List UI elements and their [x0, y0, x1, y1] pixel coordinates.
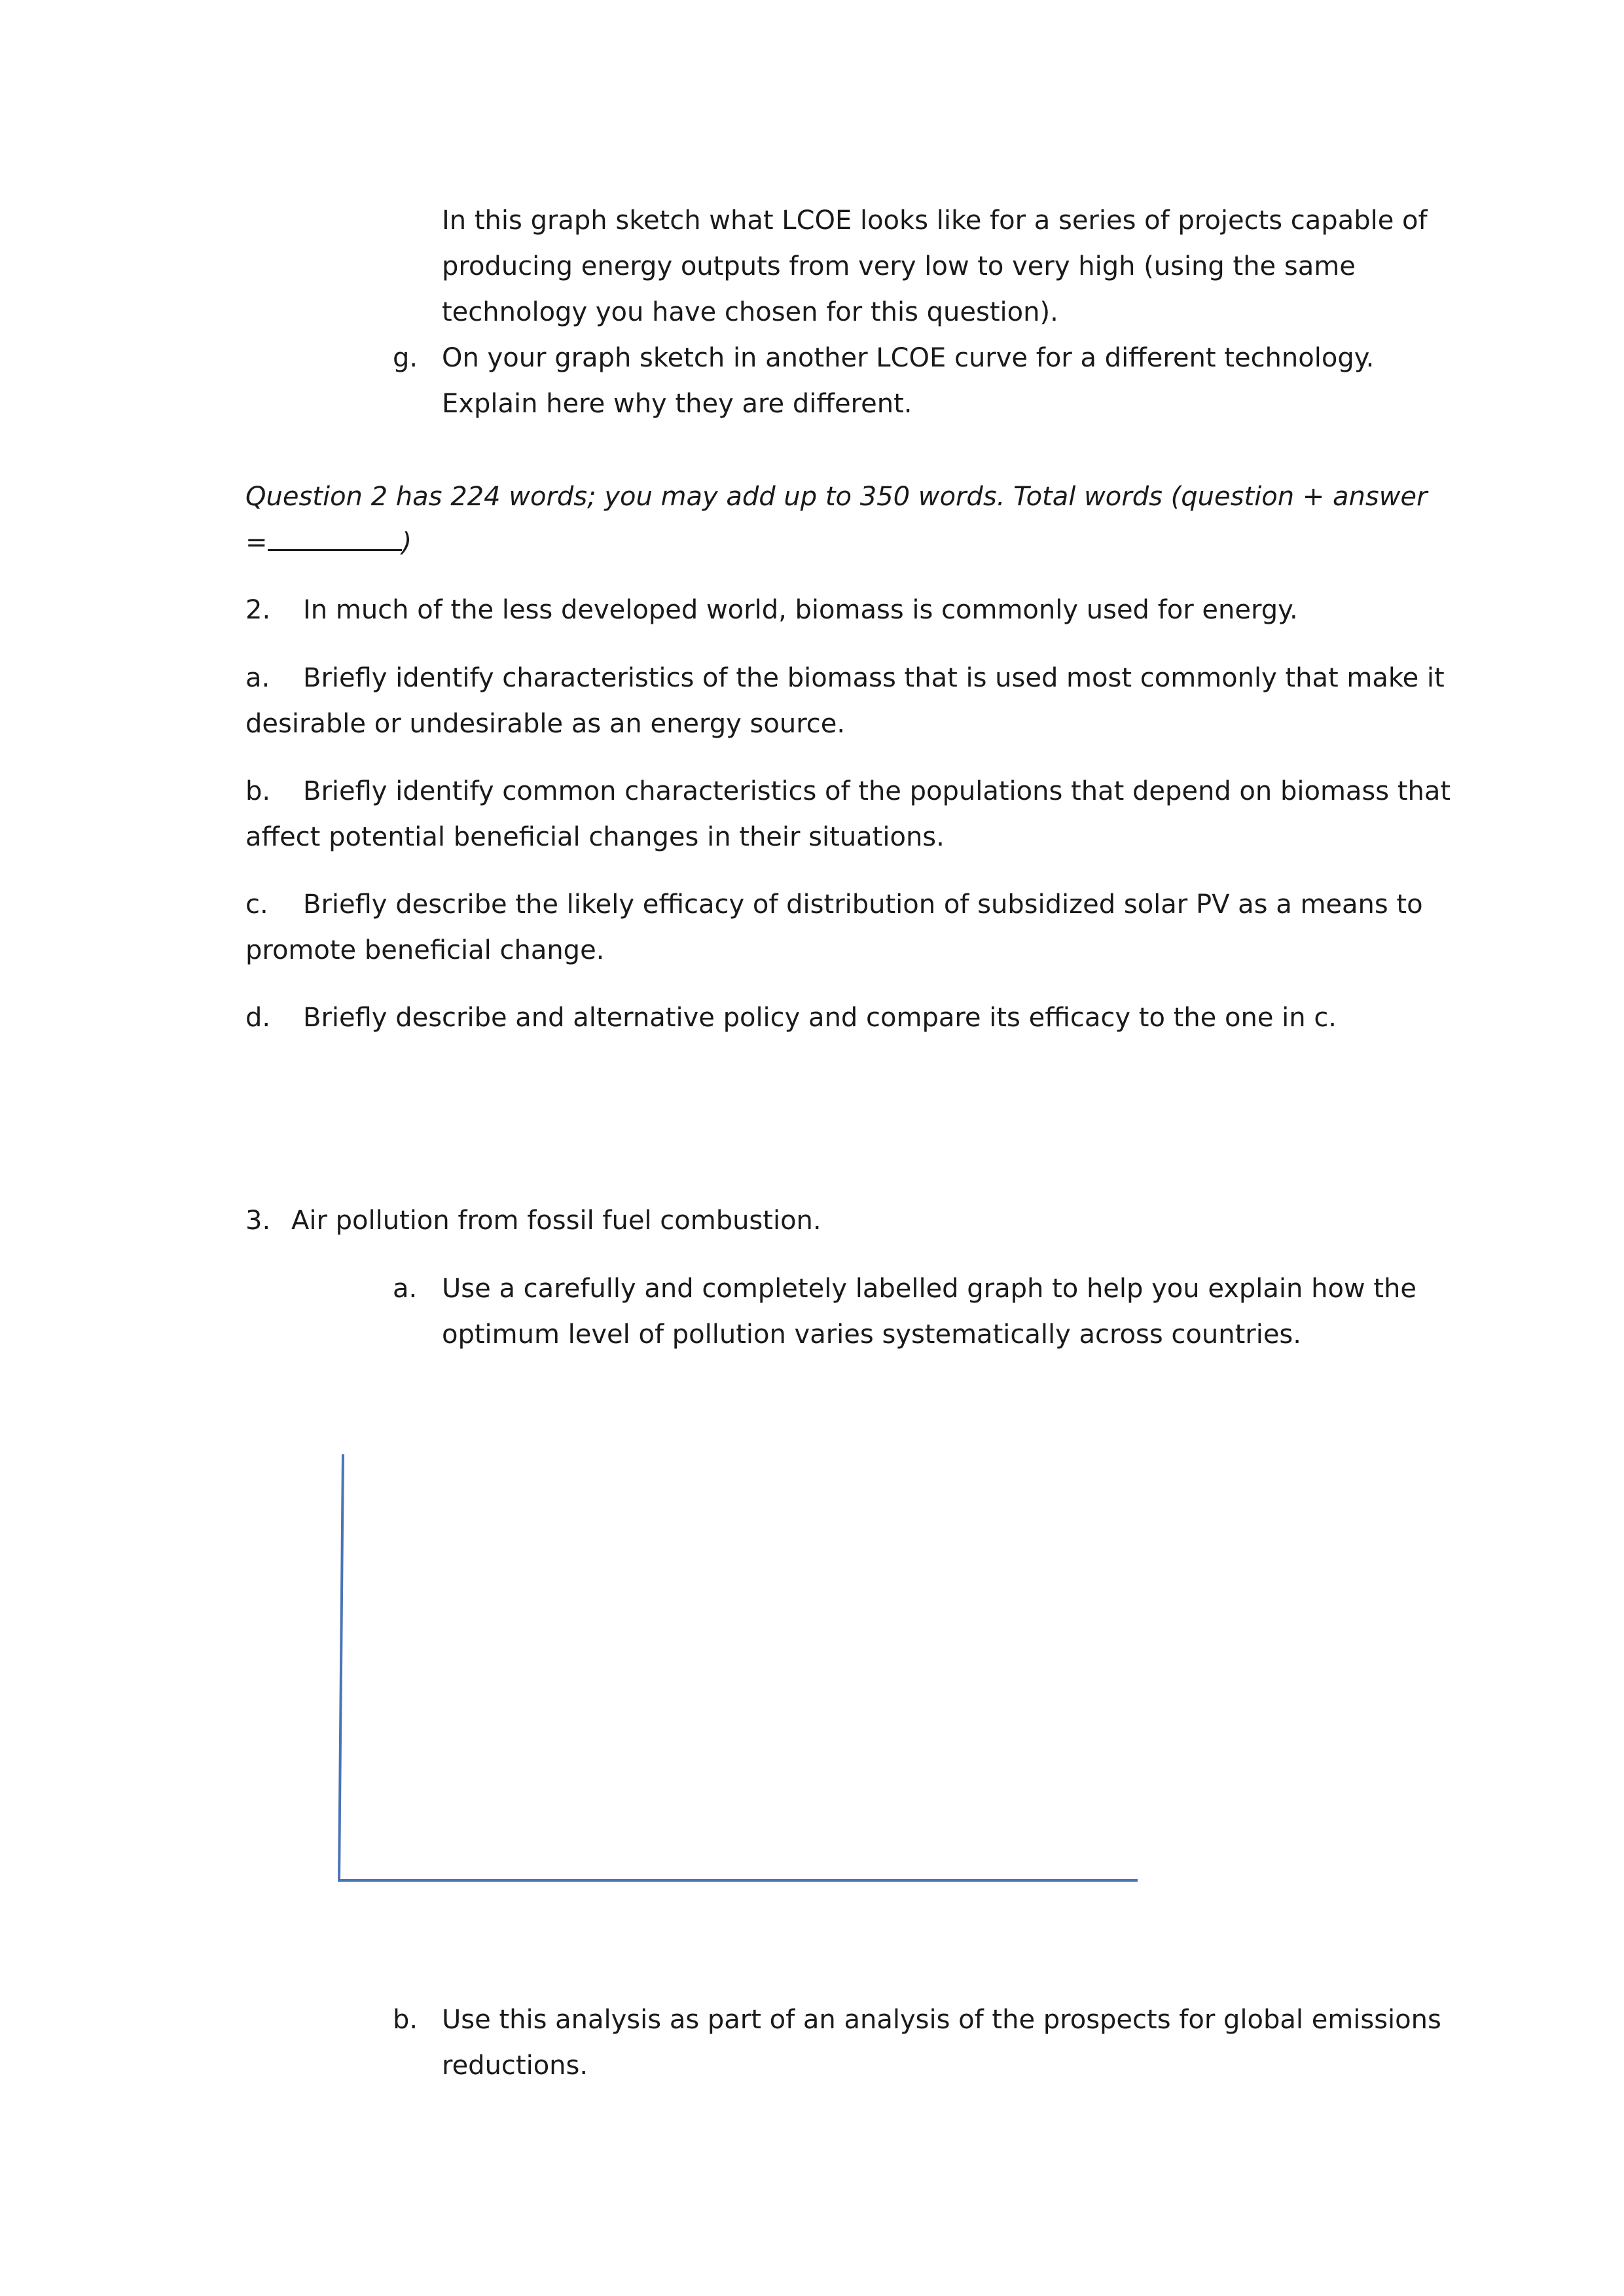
q1f-line-1: In this graph sketch what LCOE looks like for a series of projects capable of [442, 206, 1428, 236]
q3b-line-1: Use this analysis as part of an analysis of the prospects for global emissions [442, 2005, 1441, 2035]
q1g-marker: g. [393, 343, 418, 373]
q2b-marker: b. [245, 776, 271, 806]
q2c-line-2: promote beneficial change. [245, 935, 605, 965]
word-count-note: Question 2 has 224 words; you may add up to 350 words. Total words (question + answer [245, 482, 1428, 512]
q3b-line-2: reductions. [442, 2051, 588, 2081]
q3a-line-1: Use a carefully and completely labelled graph to help you explain how the [442, 1274, 1417, 1304]
q1g-line-2: Explain here why they are different. [442, 389, 912, 419]
y-axis-line [339, 1454, 343, 1880]
q3a-line-2: optimum level of pollution varies systematically across countries. [442, 1319, 1301, 1350]
q2-number: 2. [245, 595, 271, 625]
q2b-line-1: Briefly identify common characteristics of the populations that depend on biomass that [303, 776, 1451, 806]
q2-stem: In much of the less developed world, biomass is commonly used for energy. [303, 595, 1298, 625]
q2c-line-1: Briefly describe the likely efficacy of distribution of subsidized solar PV as a means to [303, 889, 1423, 920]
q1g-line-1: On your graph sketch in another LCOE curve for a different technology. [442, 343, 1375, 373]
q3-number: 3. [245, 1206, 271, 1236]
q1f-line-2: producing energy outputs from very low to very high (using the same [442, 251, 1356, 281]
q1f-line-3: technology you have chosen for this question). [442, 297, 1058, 327]
q2a-line-1: Briefly identify characteristics of the biomass that is used most commonly that make it [303, 663, 1445, 693]
q2b-line-2: affect potential beneficial changes in their situations. [245, 822, 945, 852]
word-count-prefix: = [245, 528, 268, 558]
q3b-marker: b. [393, 2005, 418, 2035]
q2d-marker: d. [245, 1003, 271, 1033]
q2a-line-2: desirable or undesirable as an energy source. [245, 709, 846, 739]
q3a-marker: a. [393, 1274, 418, 1304]
q3-stem: Air pollution from fossil fuel combustion. [291, 1206, 821, 1236]
word-count-suffix: ) [401, 528, 412, 558]
q2a-marker: a. [245, 663, 270, 693]
q2c-marker: c. [245, 889, 268, 920]
q2d-line-1: Briefly describe and alternative policy and compare its efficacy to the one in c. [303, 1003, 1337, 1033]
